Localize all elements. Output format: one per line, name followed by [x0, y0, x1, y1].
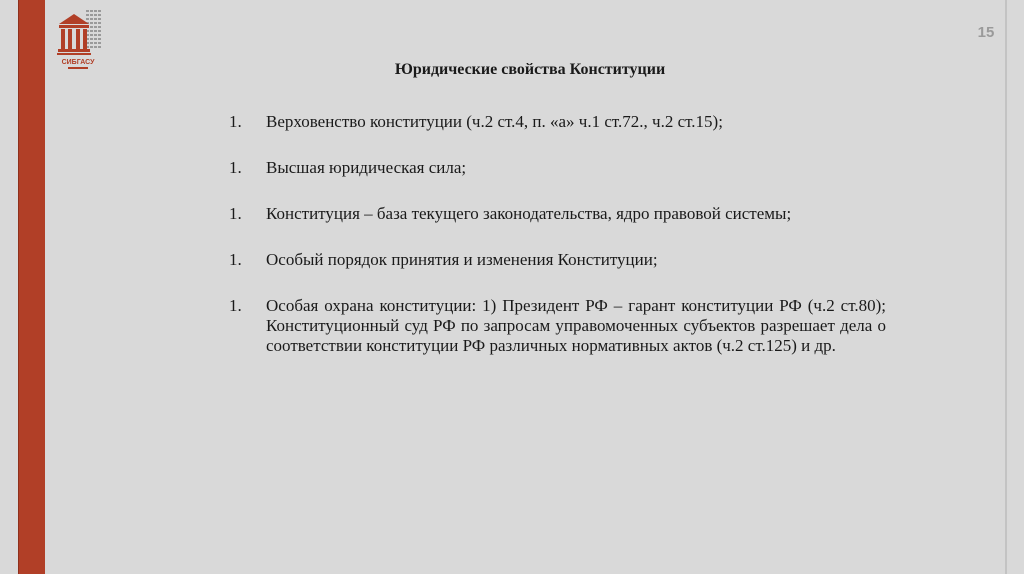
- left-accent-band: [18, 0, 45, 574]
- list-item-number: 1.: [229, 158, 242, 177]
- slide-title: Юридические свойства Конституции: [394, 61, 666, 78]
- list-item-text: Конституция – база текущего законодательства, ядро правовой системы;: [266, 204, 792, 223]
- list-item-number: 1.: [229, 204, 242, 223]
- list-item-text: Особый порядок принятия и изменения Конституции;: [266, 250, 658, 269]
- list-item-number: 1.: [229, 112, 242, 131]
- list-item: [226, 204, 886, 224]
- list-item-number: 1.: [229, 250, 242, 269]
- university-building-icon: [56, 8, 106, 74]
- list-item: [226, 296, 886, 356]
- slide-number: 15: [977, 24, 995, 41]
- list-item-text: Особая охрана конституции: 1) Президент РФ – гарант конституции РФ (ч.2 ст.80); Конституционный суд РФ по запросам управомоченных субъектов разрешает дела о соответствии конституции РФ различных нормативных актов (ч.2 ст.125) и др.: [266, 296, 886, 355]
- properties-list: [226, 112, 886, 382]
- list-item: [226, 158, 886, 178]
- right-divider-line: [1005, 0, 1007, 574]
- svg-text:СИБГАСУ: СИБГАСУ: [61, 59, 95, 66]
- list-item: [226, 250, 886, 270]
- list-item-text: Верховенство конституции (ч.2 ст.4, п. «а» ч.1 ст.72., ч.2 ст.15);: [266, 112, 723, 131]
- list-item: [226, 112, 886, 132]
- list-item-number: 1.: [229, 296, 242, 315]
- list-item-text: Высшая юридическая сила;: [266, 158, 467, 177]
